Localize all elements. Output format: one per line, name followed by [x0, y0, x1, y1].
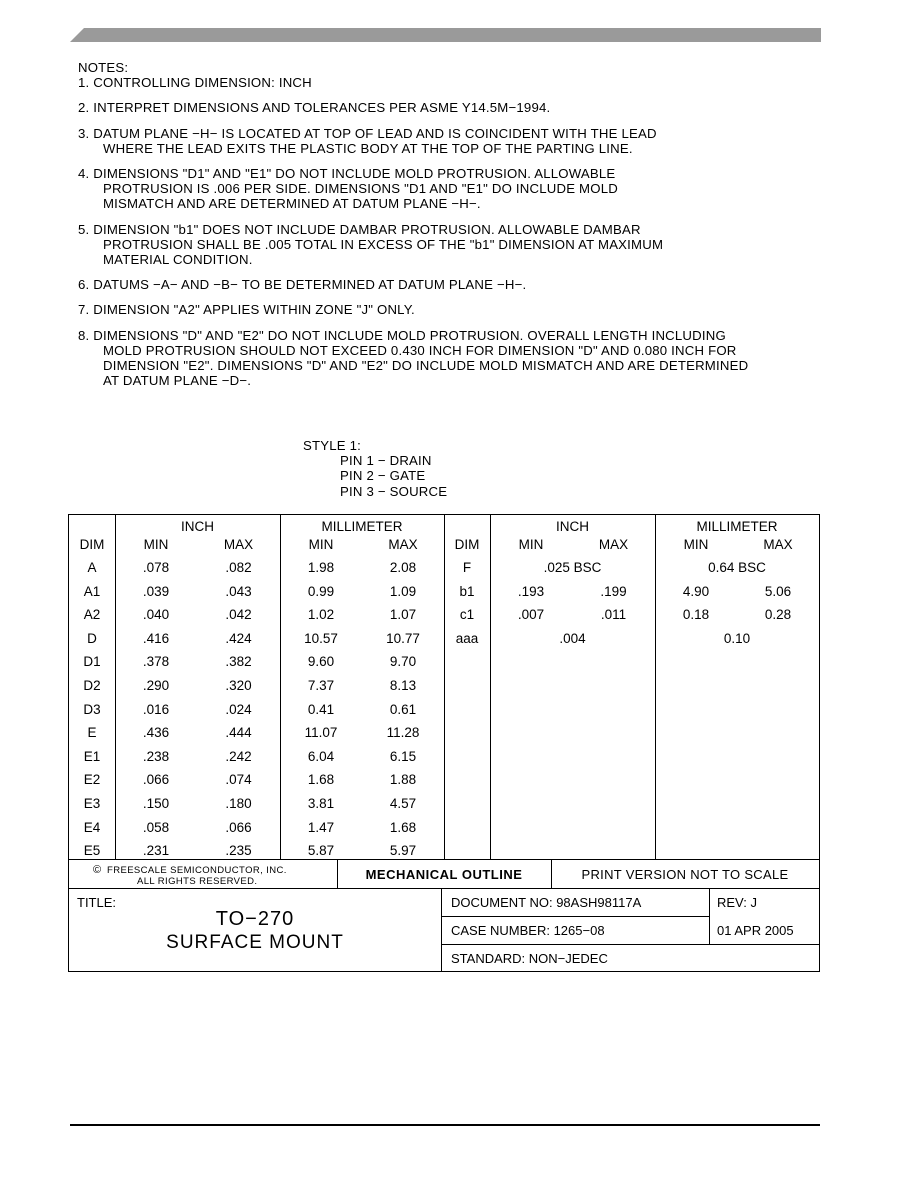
- dim-cell: c1: [459, 607, 475, 623]
- inch-min-cell: .150: [142, 796, 170, 811]
- title-label: TITLE:: [77, 895, 117, 910]
- inch-min-cell: .058: [142, 819, 170, 835]
- mm-min-cell: 1.47: [307, 819, 335, 835]
- note-5: [78, 222, 838, 268]
- note-line: PROTRUSION IS .006 PER SIDE. DIMENSIONS "D1 AND "E1" DO INCLUDE MOLD: [103, 181, 618, 197]
- note-line: 8. DIMENSIONS "D" AND "E2" DO NOT INCLUDE MOLD PROTRUSION. OVERALL LENGTH INCLUDING: [78, 327, 726, 343]
- mm-max-cell: 10.77: [386, 630, 420, 646]
- mm-max-cell: 1.88: [389, 772, 417, 788]
- dim-cell: E: [87, 725, 97, 741]
- inch-min-cell: .007: [517, 607, 545, 623]
- note-line: MATERIAL CONDITION.: [103, 252, 253, 268]
- inch-max-cell: .074: [225, 772, 252, 788]
- mm-min-cell: 1.68: [307, 772, 335, 788]
- note-line: 6. DATUMS −A− AND −B− TO BE DETERMINED AT DATUM PLANE −H−.: [78, 277, 527, 293]
- inch-max-cell: .235: [225, 843, 252, 859]
- print-note: PRINT VERSION NOT TO SCALE: [581, 867, 789, 882]
- min-header: MIN: [683, 537, 709, 552]
- dim-cell: A: [87, 560, 97, 575]
- mm-max-cell: 1.07: [389, 607, 417, 623]
- mm-span-cell: 0.64 BSC: [708, 560, 766, 575]
- mm-max-cell: 5.97: [389, 843, 417, 859]
- dim-cell: aaa: [455, 630, 479, 646]
- inch-max-cell: .066: [225, 819, 252, 835]
- mm-max-cell: 9.70: [389, 654, 417, 670]
- mm-min-cell: 0.18: [682, 607, 710, 623]
- max-header: MAX: [388, 537, 418, 552]
- inch-max-cell: .043: [225, 583, 252, 599]
- notes-heading: NOTES:: [78, 60, 129, 75]
- mm-min-cell: 6.04: [307, 748, 335, 764]
- max-header: MAX: [598, 537, 629, 552]
- outline-label: MECHANICAL OUTLINE: [365, 867, 523, 882]
- inch-max-cell: .242: [225, 748, 252, 764]
- mm-max-cell: 5.06: [764, 583, 792, 599]
- note-line: 5. DIMENSION "b1" DOES NOT INCLUDE DAMBAR PROTRUSION. ALLOWABLE DAMBAR: [78, 221, 641, 237]
- inch-span-cell: .004: [559, 630, 586, 646]
- dimension-table: [68, 514, 820, 860]
- title-line-1: TO−270: [215, 908, 295, 930]
- note-line: WHERE THE LEAD EXITS THE PLASTIC BODY AT THE TOP OF THE PARTING LINE.: [103, 140, 633, 156]
- inch-min-cell: .416: [142, 630, 170, 646]
- inch-min-cell: .040: [142, 607, 170, 623]
- header-bar: [70, 28, 821, 42]
- mm-min-cell: 0.99: [307, 583, 335, 599]
- mm-min-cell: 7.37: [307, 678, 335, 693]
- note-line: DIMENSION "E2". DIMENSIONS "D" AND "E2" DO INCLUDE MOLD MISMATCH AND ARE DETERMINED: [103, 358, 749, 374]
- dim-cell: D3: [83, 701, 101, 717]
- mm-max-cell: 8.13: [389, 678, 417, 693]
- copyright-symbol: ©: [93, 864, 102, 876]
- mm-min-cell: 4.90: [682, 583, 710, 599]
- mm-min-cell: 11.07: [304, 725, 338, 741]
- inch-max-cell: .011: [600, 607, 627, 623]
- dim-cell: E4: [83, 819, 101, 835]
- inch-max-cell: .199: [600, 583, 627, 599]
- min-header: MIN: [308, 537, 334, 552]
- inch-span-cell: .025 BSC: [543, 560, 602, 575]
- millimeter-header: MILLIMETER: [696, 519, 778, 534]
- pin-1: PIN 1 − DRAIN: [340, 453, 432, 469]
- max-header: MAX: [223, 537, 254, 552]
- mm-max-cell: 2.08: [389, 560, 417, 575]
- mm-max-cell: 6.15: [389, 748, 417, 764]
- mm-max-cell: 4.57: [389, 796, 417, 811]
- mm-min-cell: 3.81: [307, 796, 335, 811]
- pin-2: PIN 2 − GATE: [340, 468, 426, 484]
- inch-min-cell: .290: [142, 678, 170, 693]
- notes-list: [78, 75, 838, 388]
- mm-span-cell: 0.10: [723, 630, 751, 646]
- title-line-2: SURFACE MOUNT: [166, 932, 344, 953]
- dim-cell: A1: [83, 583, 101, 599]
- inch-min-cell: .231: [142, 843, 170, 859]
- pin-style: [303, 438, 447, 499]
- inch-max-cell: .444: [225, 725, 252, 741]
- note-line: 4. DIMENSIONS "D1" AND "E1" DO NOT INCLUDE MOLD PROTRUSION. ALLOWABLE: [78, 166, 616, 182]
- document-number: DOCUMENT NO: 98ASH98117A: [451, 895, 642, 910]
- note-8: [78, 328, 838, 389]
- standard: STANDARD: NON−JEDEC: [451, 951, 608, 966]
- note-3: [78, 126, 838, 156]
- dim-cell: D2: [83, 678, 101, 693]
- note-6: [78, 277, 838, 292]
- inch-min-cell: .066: [142, 772, 170, 788]
- dim-cell: D1: [83, 654, 101, 670]
- note-line: 1. CONTROLLING DIMENSION: INCH: [78, 75, 312, 91]
- footer-rule: [70, 1124, 820, 1126]
- inch-max-cell: .382: [225, 654, 252, 670]
- millimeter-header: MILLIMETER: [321, 519, 403, 534]
- dim-cell: D: [87, 630, 97, 646]
- note-line: PROTRUSION SHALL BE .005 TOTAL IN EXCESS OF THE "b1" DIMENSION AT MAXIMUM: [103, 236, 664, 252]
- inch-min-cell: .193: [517, 583, 545, 599]
- note-line: AT DATUM PLANE −D−.: [103, 373, 252, 389]
- mm-max-cell: 1.68: [389, 819, 417, 835]
- mm-min-cell: 9.60: [307, 654, 335, 670]
- min-header: MIN: [518, 537, 544, 552]
- mm-max-cell: 11.28: [386, 725, 420, 741]
- mm-max-cell: 0.28: [764, 607, 792, 623]
- inch-min-cell: .238: [142, 748, 170, 764]
- pin-3: PIN 3 − SOURCE: [340, 483, 448, 499]
- inch-header: INCH: [181, 519, 214, 534]
- notes: [78, 60, 838, 398]
- inch-max-cell: .042: [225, 607, 252, 623]
- dim-header: DIM: [79, 537, 105, 552]
- revision: REV: J: [717, 895, 757, 910]
- inch-max-cell: .082: [225, 560, 252, 575]
- inch-max-cell: .180: [225, 796, 252, 811]
- max-header: MAX: [763, 537, 793, 552]
- mm-min-cell: 1.98: [307, 560, 335, 575]
- note-1: [78, 75, 838, 90]
- inch-min-cell: .378: [142, 654, 170, 670]
- note-4: [78, 166, 838, 212]
- style-title: STYLE 1:: [303, 438, 362, 453]
- title-block: [68, 859, 820, 972]
- min-header: MIN: [143, 537, 169, 552]
- inch-max-cell: .024: [225, 701, 252, 717]
- copyright-line-1: FREESCALE SEMICONDUCTOR, INC.: [107, 865, 287, 876]
- inch-max-cell: .424: [225, 630, 252, 646]
- dim-cell: E5: [83, 843, 101, 859]
- inch-min-cell: .436: [142, 725, 170, 741]
- inch-min-cell: .078: [142, 560, 170, 575]
- mm-min-cell: 10.57: [304, 630, 338, 646]
- dim-cell: A2: [83, 607, 101, 623]
- note-line: 7. DIMENSION "A2" APPLIES WITHIN ZONE "J" ONLY.: [78, 302, 415, 318]
- note-line: 2. INTERPRET DIMENSIONS AND TOLERANCES PER ASME Y14.5M−1994.: [78, 100, 551, 116]
- mm-min-cell: 5.87: [307, 843, 335, 859]
- note-line: MOLD PROTRUSION SHOULD NOT EXCEED 0.430 INCH FOR DIMENSION "D" AND 0.080 INCH FOR: [103, 342, 737, 358]
- inch-max-cell: .320: [225, 678, 252, 693]
- case-number: CASE NUMBER: 1265−08: [451, 923, 605, 938]
- inch-min-cell: .039: [142, 583, 170, 599]
- mm-max-cell: 0.61: [389, 701, 417, 717]
- dim-cell: E2: [83, 772, 101, 788]
- mm-min-cell: 1.02: [307, 607, 335, 623]
- dim-cell: E3: [83, 796, 101, 811]
- dim-cell: E1: [83, 748, 101, 764]
- note-line: MISMATCH AND ARE DETERMINED AT DATUM PLANE −H−.: [103, 196, 481, 212]
- mm-min-cell: 0.41: [307, 701, 335, 717]
- note-2: [78, 100, 838, 115]
- dim-cell: b1: [459, 583, 475, 599]
- dim-header: DIM: [454, 537, 480, 552]
- copyright-line-2: ALL RIGHTS RESERVED.: [137, 876, 258, 887]
- dim-cell: F: [462, 560, 472, 575]
- inch-min-cell: .016: [142, 701, 170, 717]
- date: 01 APR 2005: [717, 923, 794, 938]
- note-line: 3. DATUM PLANE −H− IS LOCATED AT TOP OF LEAD AND IS COINCIDENT WITH THE LEAD: [78, 125, 657, 141]
- mm-max-cell: 1.09: [389, 583, 417, 599]
- note-7: [78, 302, 838, 317]
- inch-header: INCH: [556, 519, 589, 534]
